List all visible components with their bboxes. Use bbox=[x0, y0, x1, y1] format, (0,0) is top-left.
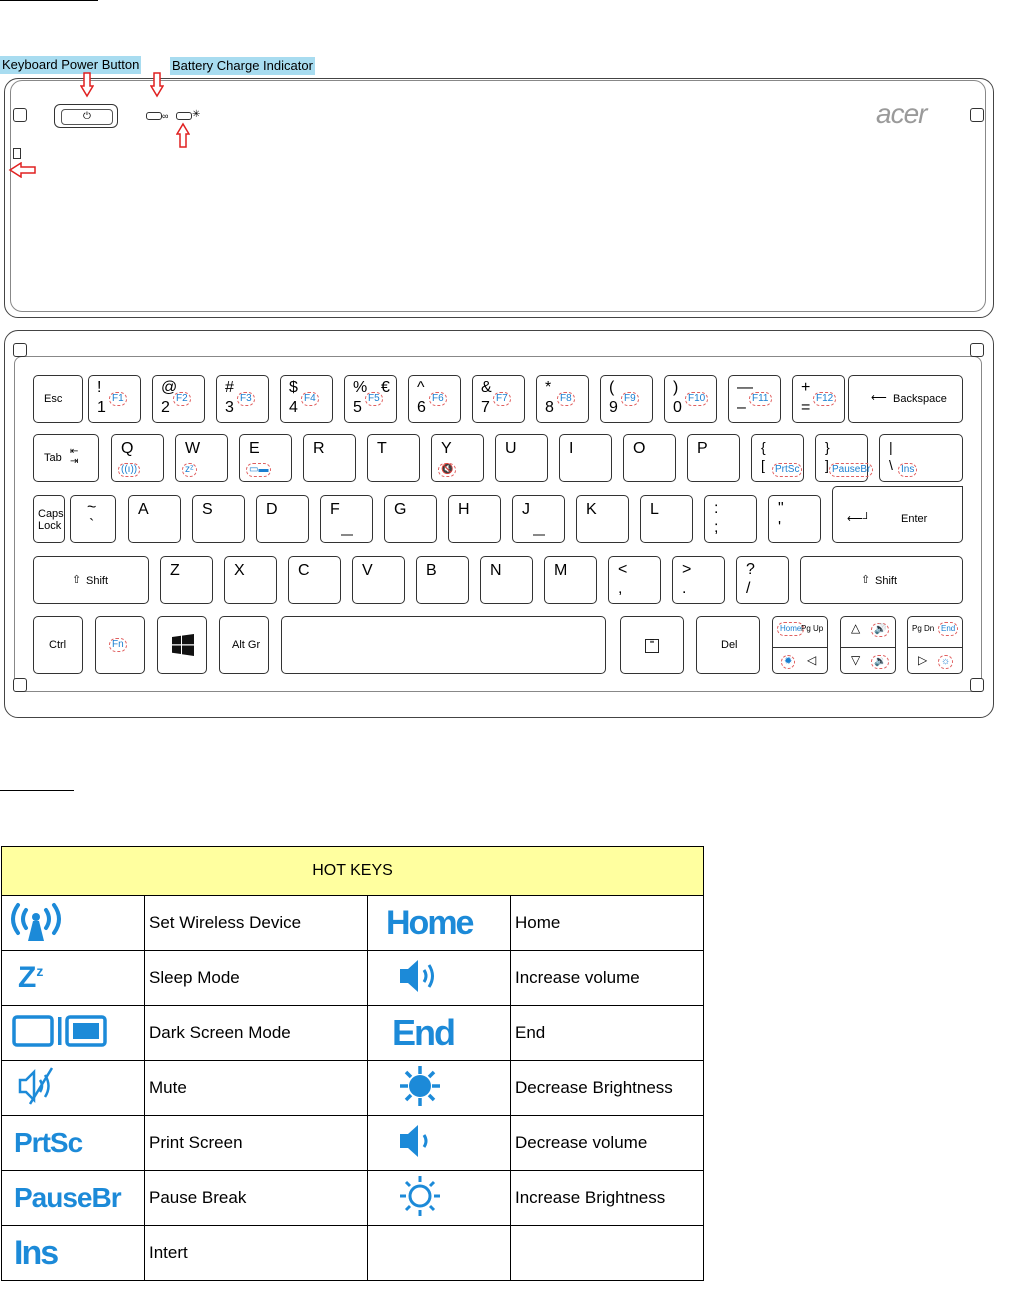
acer-logo: acer bbox=[876, 98, 927, 129]
hotkey-icon-cell bbox=[368, 1006, 511, 1061]
volume-down-icon bbox=[398, 1121, 448, 1161]
function-key-label: F8 bbox=[557, 392, 575, 406]
key-p[interactable]: P bbox=[687, 434, 740, 482]
keyboard-power-button[interactable]: ⏻ bbox=[54, 104, 118, 128]
key-u[interactable]: U bbox=[495, 434, 548, 482]
key-d[interactable]: D bbox=[256, 495, 309, 543]
hotkey-label: Decrease volume bbox=[511, 1116, 704, 1171]
hotkey-label: Decrease Brightness bbox=[511, 1061, 704, 1116]
key-number-2[interactable] bbox=[152, 375, 205, 423]
arrow-down-icon bbox=[150, 72, 164, 98]
hotkey-label: Pause Break bbox=[145, 1171, 368, 1226]
key-h[interactable]: H bbox=[448, 495, 501, 543]
divider bbox=[908, 647, 962, 648]
key-w[interactable]: W zᶻ bbox=[175, 434, 228, 482]
battery-indicator-icon bbox=[146, 112, 162, 120]
hotkey-icon-cell bbox=[368, 1171, 511, 1226]
key-number: 0 bbox=[673, 399, 682, 416]
hotkey-label: Set Wireless Device bbox=[145, 896, 368, 951]
hotkey-label: Increase volume bbox=[511, 951, 704, 1006]
key-shift-symbol: ( bbox=[609, 379, 615, 396]
battery-link-icon: ∞ bbox=[162, 111, 169, 121]
function-key-label: F3 bbox=[237, 392, 255, 406]
backspace-arrow-icon: ⟵ bbox=[871, 392, 887, 404]
function-key-label: F2 bbox=[173, 392, 191, 406]
hotkeys-header: HOT KEYS bbox=[2, 847, 704, 896]
key-l[interactable]: L bbox=[640, 495, 693, 543]
key-v[interactable]: V bbox=[352, 556, 405, 604]
volume-down-icon: 🔉 bbox=[871, 655, 889, 669]
hotkey-icon-cell bbox=[2, 1061, 145, 1116]
power-status-star-icon: ✳ bbox=[192, 109, 201, 120]
brightness-down-icon bbox=[398, 1064, 442, 1108]
key-number: 4 bbox=[289, 399, 298, 416]
key-number: 2 bbox=[161, 399, 170, 416]
key-shift-symbol: * bbox=[545, 379, 552, 396]
wireless-icon: ((ı)) bbox=[118, 463, 140, 477]
arrow-right-icon: ▷ bbox=[918, 653, 928, 667]
home-icon: Home bbox=[386, 903, 473, 942]
key-shift-symbol: $ bbox=[289, 379, 298, 396]
key-shift-symbol: ^ bbox=[417, 379, 425, 396]
key-right-shift[interactable]: ⇧ Shift bbox=[800, 556, 963, 604]
hotkeys-table bbox=[1, 846, 704, 1281]
shift-arrow-icon: ⇧ bbox=[861, 574, 871, 586]
arrow-left-icon bbox=[8, 162, 36, 178]
hotkey-icon-cell bbox=[2, 1116, 145, 1171]
hotkey-icon-cell bbox=[2, 951, 145, 1006]
key-quote[interactable]: " ' bbox=[768, 495, 821, 543]
key-number-1[interactable] bbox=[88, 375, 141, 423]
key-number-4[interactable] bbox=[280, 375, 333, 423]
power-status-indicator-icon bbox=[176, 112, 192, 120]
key-number: 5 bbox=[353, 399, 362, 416]
key-ctrl[interactable]: Ctrl bbox=[33, 616, 83, 674]
hotkey-icon-cell bbox=[2, 1171, 145, 1226]
divider bbox=[841, 647, 895, 648]
key-i[interactable]: I bbox=[559, 434, 612, 482]
key-colon[interactable]: : ; bbox=[704, 495, 757, 543]
key-x[interactable]: X bbox=[224, 556, 277, 604]
key-number: 3 bbox=[225, 399, 234, 416]
key-backslash[interactable]: | \ Ins bbox=[879, 434, 963, 482]
key-shift-symbol: & bbox=[481, 379, 492, 396]
key-number: 1 bbox=[97, 399, 106, 416]
callout-battery: Battery Charge Indicator bbox=[172, 58, 313, 73]
function-key-label: F7 bbox=[493, 392, 511, 406]
function-key-label: F6 bbox=[429, 392, 447, 406]
hotkey-label bbox=[511, 1226, 704, 1281]
menu-icon: ≡ bbox=[645, 639, 659, 653]
volume-up-icon bbox=[398, 956, 448, 996]
key-number: 7 bbox=[481, 399, 490, 416]
key-backspace[interactable]: ⟵ Backspace bbox=[848, 375, 963, 423]
key-f[interactable]: F bbox=[320, 495, 373, 543]
corner-screw-icon bbox=[970, 678, 984, 692]
key-left-arrow[interactable]: Home Pg Up ✹ ◁ bbox=[772, 616, 828, 674]
hotkey-label: Sleep Mode bbox=[145, 951, 368, 1006]
corner-screw-icon bbox=[13, 108, 27, 122]
key-alt-gr[interactable]: Alt Gr bbox=[219, 616, 269, 674]
key-shift-symbol: @ bbox=[161, 379, 178, 396]
key-shift-symbol: ! bbox=[97, 379, 102, 396]
hotkey-label: Mute bbox=[145, 1061, 368, 1116]
key-shift-symbol: — bbox=[737, 379, 753, 396]
hotkey-icon-cell bbox=[2, 1006, 145, 1061]
key-g[interactable]: G bbox=[384, 495, 437, 543]
enter-arrow-icon: ⟵┘ bbox=[847, 513, 871, 525]
key-y[interactable]: Y 🔇 bbox=[431, 434, 484, 482]
sleep-icon: $Z^z$ bbox=[18, 961, 44, 994]
euro-symbol: € bbox=[381, 379, 390, 396]
function-key-label: F5 bbox=[365, 392, 383, 406]
key-number-8[interactable] bbox=[536, 375, 589, 423]
key-number-5[interactable] bbox=[344, 375, 397, 423]
key-caps-lock[interactable]: Caps Lock bbox=[33, 495, 65, 543]
divider bbox=[773, 647, 827, 648]
hotkey-label: Print Screen bbox=[145, 1116, 368, 1171]
key-shift-symbol: # bbox=[225, 379, 234, 396]
key-windows[interactable] bbox=[157, 616, 207, 674]
hotkey-icon-cell bbox=[368, 896, 511, 951]
dark-screen-icon bbox=[12, 1014, 108, 1048]
key-slash[interactable]: ? / bbox=[736, 556, 789, 604]
windows-logo-icon bbox=[172, 634, 194, 656]
hotkey-label: End bbox=[511, 1006, 704, 1061]
corner-screw-icon bbox=[970, 108, 984, 122]
key-e[interactable]: E ▭▬ bbox=[239, 434, 292, 482]
key-esc[interactable]: Esc bbox=[33, 375, 83, 423]
key-o[interactable]: O bbox=[623, 434, 676, 482]
volume-up-icon: 🔊 bbox=[871, 623, 889, 637]
key-number-3[interactable] bbox=[216, 375, 269, 423]
arrow-up-icon: △ bbox=[851, 621, 861, 635]
key-space[interactable] bbox=[281, 616, 606, 674]
hotkey-label: Dark Screen Mode bbox=[145, 1006, 368, 1061]
arrow-down-icon: ▽ bbox=[851, 653, 861, 667]
key-up-down-arrows[interactable] bbox=[840, 616, 896, 674]
key-t[interactable]: T bbox=[367, 434, 420, 482]
pausebr-icon: PauseBr bbox=[14, 1182, 121, 1213]
brightness-up-icon: ☼ bbox=[938, 655, 953, 669]
key-z[interactable]: Z bbox=[160, 556, 213, 604]
key-right-brace[interactable]: } ] PauseBr bbox=[815, 434, 868, 482]
key-number-9[interactable] bbox=[600, 375, 653, 423]
key-c[interactable]: C bbox=[288, 556, 341, 604]
key-k[interactable]: K bbox=[576, 495, 629, 543]
hotkey-icon-cell bbox=[2, 1226, 145, 1281]
hotkey-label: Increase Brightness bbox=[511, 1171, 704, 1226]
hotkey-icon-cell bbox=[368, 1061, 511, 1116]
prtsc-icon: PrtSc bbox=[14, 1127, 83, 1158]
key-tilde[interactable]: ~ ` bbox=[70, 495, 116, 543]
key-tab[interactable]: Tab ⇤ ⇥ bbox=[33, 434, 99, 482]
key-b[interactable]: B bbox=[416, 556, 469, 604]
function-key-label: F4 bbox=[301, 392, 319, 406]
home-bump-icon bbox=[341, 534, 353, 536]
brightness-up-icon bbox=[398, 1174, 442, 1218]
hotkey-label: Intert bbox=[145, 1226, 368, 1281]
key-number: 9 bbox=[609, 399, 618, 416]
key-right-arrow[interactable]: Pg Dn End ▷ ☼ bbox=[907, 616, 963, 674]
key-period[interactable]: > . bbox=[672, 556, 725, 604]
home-bump-icon bbox=[533, 534, 545, 536]
key-shift-symbol: + bbox=[801, 379, 811, 396]
key-shift-symbol: % bbox=[353, 379, 368, 396]
brightness-down-icon: ✹ bbox=[781, 655, 795, 669]
pausebr-label: PauseBr bbox=[829, 463, 873, 477]
key-s[interactable]: S bbox=[192, 495, 245, 543]
corner-screw-icon bbox=[13, 678, 27, 692]
sleep-icon: zᶻ bbox=[182, 463, 197, 477]
key-shift-symbol: ) bbox=[673, 379, 679, 396]
function-key-label: F9 bbox=[621, 392, 639, 406]
key-number: = bbox=[801, 399, 811, 416]
callout-power-button: Keyboard Power Button bbox=[2, 57, 140, 72]
key-left-brace[interactable]: { [ PrtSc bbox=[751, 434, 804, 482]
corner-screw-icon bbox=[13, 343, 27, 357]
hotkey-label: Home bbox=[511, 896, 704, 951]
end-icon: End bbox=[392, 1012, 454, 1053]
key-j[interactable]: J bbox=[512, 495, 565, 543]
top-section-underline bbox=[0, 0, 98, 1]
function-key-label: F12 bbox=[813, 392, 836, 406]
key-number-10[interactable] bbox=[664, 375, 717, 423]
hotkey-icon-cell bbox=[2, 896, 145, 951]
function-key-label: F10 bbox=[685, 392, 708, 406]
hotkey-icon-cell bbox=[368, 1116, 511, 1171]
shift-arrow-icon: ⇧ bbox=[72, 574, 82, 586]
usb-socket-icon bbox=[13, 148, 21, 159]
corner-screw-icon bbox=[970, 343, 984, 357]
key-number-11[interactable] bbox=[728, 375, 781, 423]
key-n[interactable]: N bbox=[480, 556, 533, 604]
key-number: 8 bbox=[545, 399, 554, 416]
arrow-up-icon bbox=[176, 122, 190, 148]
mute-icon bbox=[16, 1066, 66, 1106]
hotkey-icon-cell bbox=[368, 1226, 511, 1281]
tab-arrows-icon: ⇤ ⇥ bbox=[70, 446, 79, 467]
ins-label: Ins bbox=[898, 463, 917, 477]
key-q[interactable]: Q ((ı)) bbox=[111, 434, 164, 482]
wireless-icon bbox=[6, 899, 66, 943]
prtsc-label: PrtSc bbox=[772, 463, 802, 477]
key-m[interactable]: M bbox=[544, 556, 597, 604]
key-fn[interactable]: Fn bbox=[95, 616, 145, 674]
mute-icon: 🔇 bbox=[438, 463, 456, 477]
key-left-shift[interactable]: ⇧ Shift bbox=[33, 556, 149, 604]
key-a[interactable]: A bbox=[128, 495, 181, 543]
dark-screen-icon: ▭▬ bbox=[246, 463, 271, 477]
hotkey-icon-cell bbox=[368, 951, 511, 1006]
key-r[interactable]: R bbox=[303, 434, 356, 482]
key-comma[interactable]: < , bbox=[608, 556, 661, 604]
key-number: 6 bbox=[417, 399, 426, 416]
key-del[interactable]: Del bbox=[696, 616, 760, 674]
key-number: – bbox=[737, 399, 746, 416]
function-key-label: F11 bbox=[749, 392, 772, 406]
bottom-section-underline bbox=[0, 790, 74, 791]
key-number-6[interactable] bbox=[408, 375, 461, 423]
key-number-12[interactable] bbox=[792, 375, 845, 423]
arrow-down-icon bbox=[80, 72, 94, 98]
key-menu[interactable] bbox=[620, 616, 684, 674]
arrow-left-icon: ◁ bbox=[807, 653, 817, 667]
key-enter[interactable]: ⟵┘ Enter bbox=[832, 486, 963, 543]
ins-icon: Ins bbox=[14, 1233, 58, 1272]
function-key-label: F1 bbox=[109, 392, 127, 406]
key-number-7[interactable] bbox=[472, 375, 525, 423]
